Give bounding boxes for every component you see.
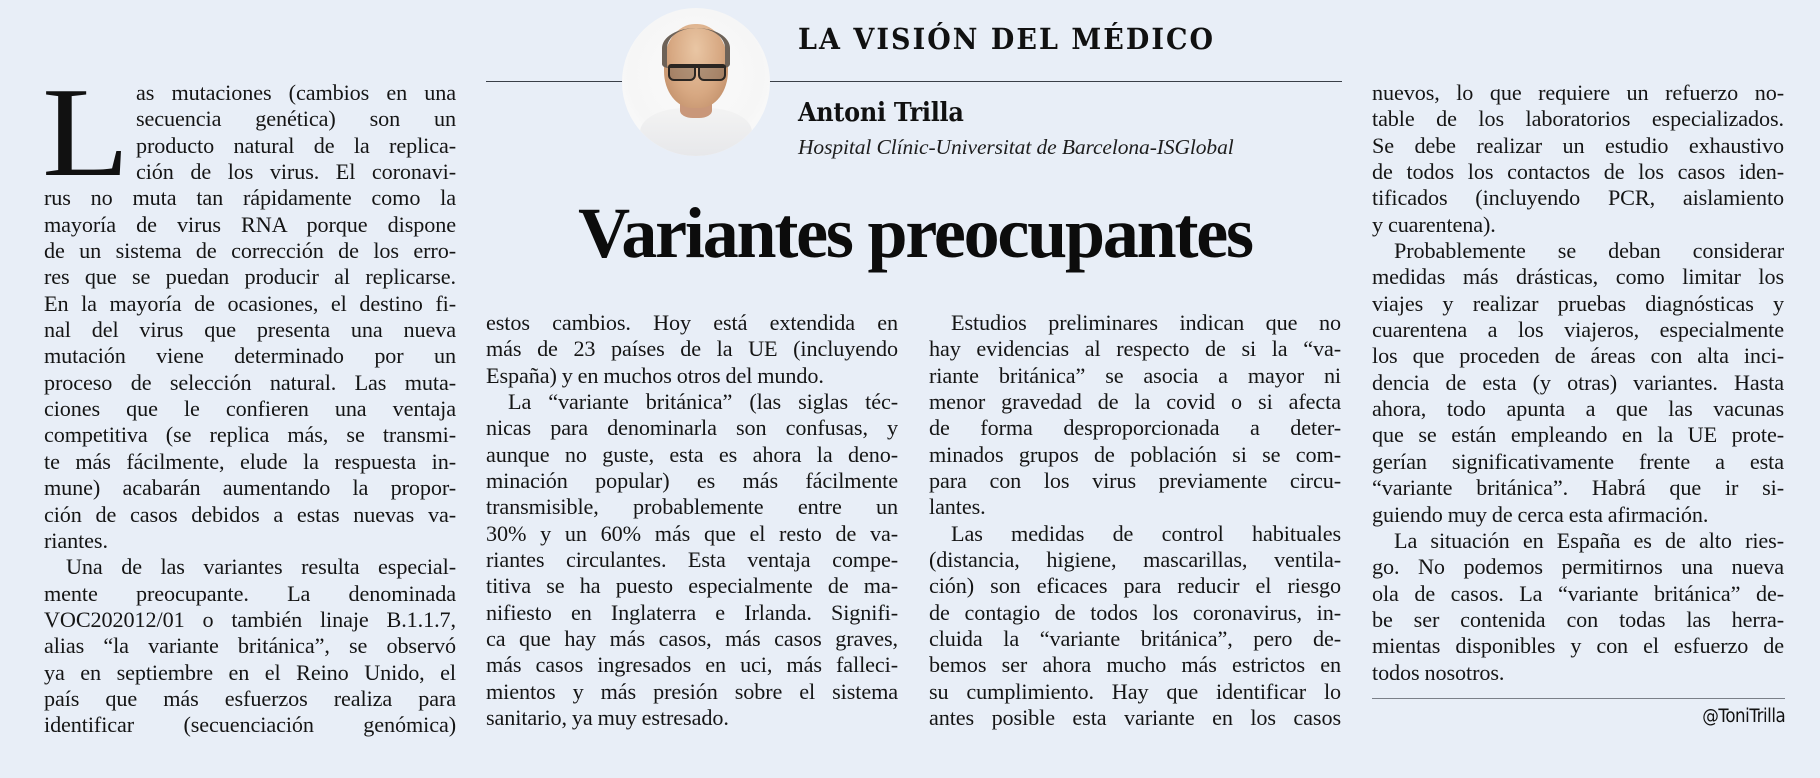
text-line: riante británica” se asocia a mayor ni: [929, 362, 1341, 388]
text-line: viajes y realizar pruebas diagnósticas y: [1372, 290, 1784, 316]
text-line: table de los laboratorios especializados.: [1372, 106, 1784, 132]
text-line: La situación en España es de alto ries-: [1394, 527, 1784, 553]
text-line: 30% y un 60% más que el resto de va-: [486, 520, 898, 546]
text-line: te más fácilmente, elude la respuesta in-: [44, 448, 456, 474]
text-line: Las medidas de control habituales: [951, 520, 1341, 546]
text-line: de contagio de todos los coronavirus, in-: [929, 599, 1341, 625]
text-line: minados grupos de población si se com-: [929, 441, 1341, 467]
section-label: LA VISIÓN DEL MÉDICO: [798, 22, 1216, 56]
text-line: para con los virus previamente circu-: [929, 468, 1341, 494]
text-line: menor gravedad de la covid o si afecta: [929, 389, 1341, 415]
text-line: proceso de selección natural. Las muta-: [44, 369, 456, 395]
text-line: ciones que le confieren una ventaja: [44, 396, 456, 422]
text-line: ción) son eficaces para reducir el riesgo: [929, 573, 1341, 599]
text-line: cuarentena a los viajeros, especialmente: [1372, 317, 1784, 343]
text-line: be ser contenida con todas las herra-: [1372, 606, 1784, 632]
text-line: ahora, todo apunta a que las vacunas: [1372, 396, 1784, 422]
text-line: mayoría de virus RNA porque dispone: [44, 211, 456, 237]
text-line: cluida la “variante británica”, pero de-: [929, 626, 1341, 652]
text-line: su cumplimiento. Hay que identificar lo: [929, 678, 1341, 704]
text-line: competitiva (se replica más, se transmi-: [44, 422, 456, 448]
text-line: VOC202012/01 o también linaje B.1.1.7,: [44, 606, 456, 632]
text-line: En la mayoría de ocasiones, el destino fi-: [44, 290, 456, 316]
text-line: y cuarentena).: [1372, 211, 1496, 237]
text-line: lantes.: [929, 494, 986, 520]
text-line: nicas para denominarla son confusas, y: [486, 415, 898, 441]
article-column-2: [486, 310, 898, 732]
header-rule-right: [766, 81, 1342, 82]
text-line: ola de casos. La “variante británica” de-: [1372, 580, 1784, 606]
text-line: secuencia genética) son un: [136, 106, 456, 132]
text-line: nifiesto en Inglaterra e Irlanda. Signifi-: [486, 599, 898, 625]
text-line: transmisible, probablemente entre un: [486, 494, 898, 520]
text-line: La “variante británica” (las siglas téc-: [508, 389, 898, 415]
text-line: minación popular) es más fácilmente: [486, 468, 898, 494]
text-line: tificados (incluyendo PCR, aislamiento: [1372, 185, 1784, 211]
text-line: ya en septiembre en el Reino Unido, el: [44, 659, 456, 685]
text-line: mutación viene determinado por un: [44, 343, 456, 369]
text-line: sanitario, ya muy estresado.: [486, 705, 729, 731]
text-line: res que se puedan producir al replicarse.: [44, 264, 456, 290]
text-line: Una de las variantes resulta especial-: [66, 554, 456, 580]
photo-hair: [662, 28, 730, 68]
text-line: (distancia, higiene, mascarillas, ventila-: [929, 547, 1341, 573]
text-line: todos nosotros.: [1372, 659, 1505, 685]
text-line: alias “la variante británica”, se observó: [44, 633, 456, 659]
article-column-1: [42, 61, 456, 739]
author-twitter-handle: @ToniTrilla: [1701, 706, 1785, 727]
text-line: más de 23 países de la UE (incluyendo: [486, 336, 898, 362]
text-line: los que proceden de áreas con alta inci-: [1372, 343, 1784, 369]
text-line: Probablemente se deban considerar: [1394, 238, 1784, 264]
text-line: Se debe realizar un estudio exhaustivo: [1372, 132, 1784, 158]
text-line: producto natural de la replica-: [136, 132, 456, 158]
text-line: de un sistema de corrección de los erro-: [44, 238, 456, 264]
text-line: de todos los contactos de los casos iden-: [1372, 159, 1784, 185]
text-line: ca que hay más casos, más casos graves,: [486, 626, 898, 652]
text-line: mientos y más presión sobre el sistema: [486, 678, 898, 704]
text-line: medidas más drásticas, como limitar los: [1372, 264, 1784, 290]
text-line: guiendo muy de cerca esta afirmación.: [1372, 501, 1709, 527]
text-line: go. No podemos permitirnos una nueva: [1372, 554, 1784, 580]
drop-cap: L: [42, 61, 130, 203]
text-line: nal del virus que presenta una nueva: [44, 317, 456, 343]
text-line: ción de los virus. El coronavi-: [136, 159, 456, 185]
text-line: estos cambios. Hoy está extendida en: [486, 310, 898, 335]
text-line: antes posible esta variante en los casos: [929, 705, 1341, 731]
headline: Variantes preocupantes: [578, 193, 1252, 273]
footer-rule: [1372, 698, 1785, 699]
text-line: mente preocupante. La denominada: [44, 580, 456, 606]
text-line: hay evidencias al respecto de si la “va-: [929, 336, 1341, 362]
text-line: rus no muta tan rápidamente como la: [44, 185, 456, 211]
text-line: titiva se ha puesto especialmente de ma-: [486, 573, 898, 599]
author-affiliation: Hospital Clínic-Universitat de Barcelona-ISGlobal: [798, 135, 1234, 159]
text-line: mune) acabarán aumentando la propor-: [44, 475, 456, 501]
text-line: que se están empleando en la UE prote-: [1372, 422, 1784, 448]
text-line: aunque no guste, esta es ahora la deno-: [486, 441, 898, 467]
text-line: dencia de esta (y otras) variantes. Hasta: [1372, 369, 1784, 395]
text-line: as mutaciones (cambios en una: [136, 80, 456, 105]
article-column-4: [1372, 80, 1784, 686]
text-line: bemos ser ahora mucho más estrictos en: [929, 652, 1341, 678]
text-line: mientas disponibles y con el esfuerzo de: [1372, 633, 1784, 659]
text-line: España) y en muchos otros del mundo.: [486, 362, 824, 388]
photo-glasses: [668, 64, 726, 80]
text-line: Estudios preliminares indican que no: [951, 310, 1341, 335]
text-line: país que más esfuerzos realiza para: [44, 685, 456, 711]
author-name: Antoni Trilla: [798, 98, 964, 128]
text-line: ción de casos debidos a estas nuevas va-: [44, 501, 456, 527]
text-line: nuevos, lo que requiere un refuerzo no-: [1372, 80, 1784, 105]
text-line: identificar (secuenciación genómica): [44, 712, 456, 738]
text-line: riantes.: [44, 527, 108, 553]
header-rule-left: [486, 81, 626, 82]
author-photo: [622, 8, 770, 156]
text-line: gerían significativamente frente a esta: [1372, 448, 1784, 474]
text-line: de forma desproporcionada a deter-: [929, 415, 1341, 441]
text-line: riantes circulantes. Esta ventaja compe-: [486, 547, 898, 573]
text-line: “variante británica”. Habrá que ir si-: [1372, 475, 1784, 501]
article-column-3: [929, 310, 1341, 732]
text-line: más casos ingresados en uci, más falleci-: [486, 652, 898, 678]
